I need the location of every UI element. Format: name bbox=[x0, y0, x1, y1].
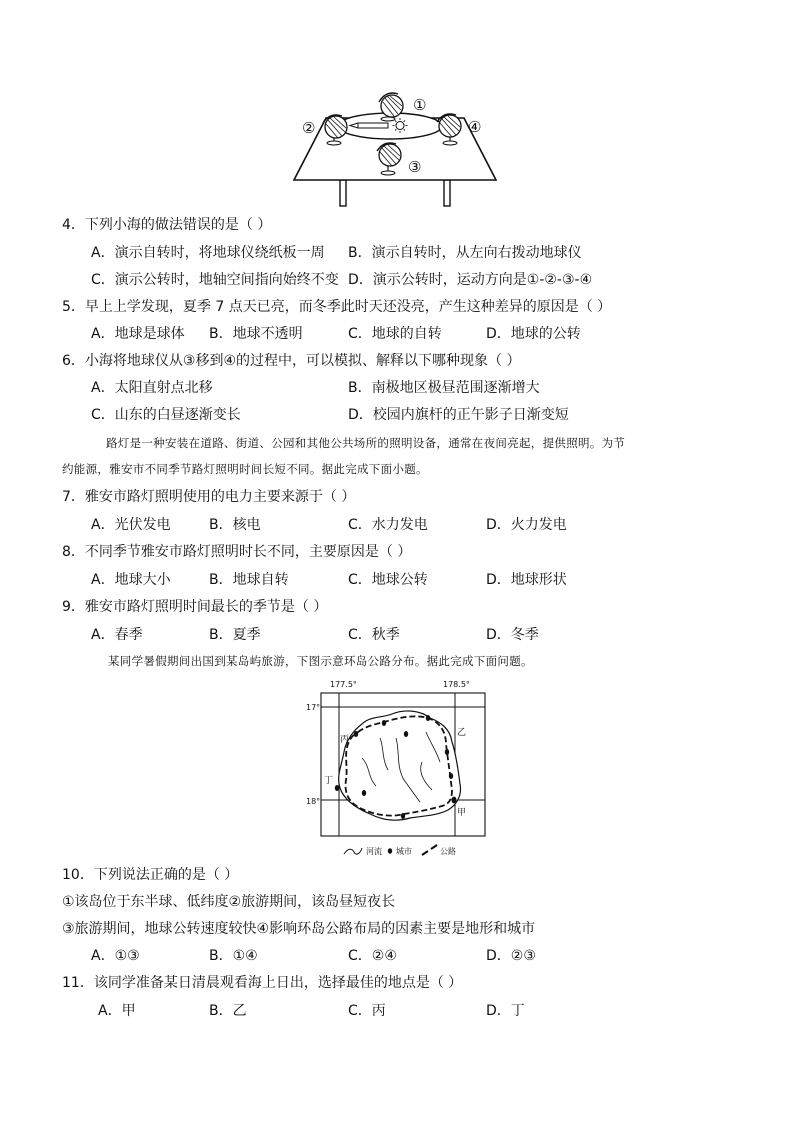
globe-experiment-figure bbox=[290, 88, 510, 210]
q8-option-c[interactable]: C．地球公转 bbox=[348, 572, 428, 588]
q5-option-c[interactable]: C．地球的自转 bbox=[348, 326, 442, 342]
place-label-jia: 甲 bbox=[457, 808, 467, 818]
question-8-stem: 8．不同季节雅安市路灯照明时长不同，主要原因是（ ） bbox=[62, 544, 412, 560]
question-11-stem: 11．该同学准备某日清晨观看海上日出，选择最佳的地点是（ ） bbox=[62, 975, 463, 991]
question-6-stem: 6．小海将地球仪从③移到④的过程中，可以模拟、解释以下哪种现象（ ） bbox=[62, 353, 521, 369]
q11-option-a[interactable]: A．甲 bbox=[98, 1003, 136, 1019]
q4-option-d[interactable]: D．演示公转时，运动方向是①-②-③-④ bbox=[348, 272, 593, 288]
q10-statement-line-1: ①该岛位于东半球、低纬度②旅游期间，该岛昼短夜长 bbox=[62, 894, 396, 910]
lon-label-177-5: 177.5° bbox=[330, 680, 357, 689]
place-label-yi: 乙 bbox=[457, 728, 467, 738]
q5-option-d[interactable]: D．地球的公转 bbox=[486, 326, 581, 342]
question-5-stem: 5．早上上学发现，夏季 7 点天已亮，而冬季此时天还没亮，产生这种差异的原因是（ ） bbox=[62, 299, 612, 315]
passage-line-1: 路灯是一种安装在道路、街道、公园和其他公共场所的照明设备，通常在夜间亮起，提供照明。为节 bbox=[106, 436, 626, 450]
road-legend-icon bbox=[422, 845, 437, 855]
q9-option-b[interactable]: B．夏季 bbox=[209, 627, 261, 643]
place-label-ding: 丁 bbox=[324, 776, 334, 786]
passage-streetlight bbox=[62, 430, 732, 482]
q9-option-d[interactable]: D．冬季 bbox=[486, 627, 539, 643]
q11-option-b[interactable]: B．乙 bbox=[209, 1003, 247, 1019]
lat-label-18: 18° bbox=[306, 797, 321, 806]
q10-option-c[interactable]: C．②④ bbox=[348, 948, 397, 964]
lon-label-178-5: 178.5° bbox=[443, 680, 470, 689]
legend-river-label: 河流 bbox=[366, 847, 382, 856]
q7-option-d[interactable]: D．火力发电 bbox=[486, 517, 567, 533]
q7-option-c[interactable]: C．水力发电 bbox=[348, 517, 428, 533]
question-9-stem: 9．雅安市路灯照明时间最长的季节是（ ） bbox=[62, 599, 328, 615]
question-7-stem: 7．雅安市路灯照明使用的电力主要来源于（ ） bbox=[62, 489, 356, 505]
q8-option-d[interactable]: D．地球形状 bbox=[486, 572, 567, 588]
marker-1: ① bbox=[413, 96, 427, 114]
q11-option-d[interactable]: D．丁 bbox=[486, 1003, 525, 1019]
q6-option-d[interactable]: D．校园内旗杆的正午影子日渐变短 bbox=[348, 407, 569, 423]
marker-2: ② bbox=[302, 119, 316, 137]
q9-option-a[interactable]: A．春季 bbox=[91, 627, 143, 643]
q5-option-b[interactable]: B．地球不透明 bbox=[209, 326, 303, 342]
place-label-bing: 丙 bbox=[340, 735, 350, 745]
q4-option-a[interactable]: A．演示自转时，将地球仪绕纸板一周 bbox=[91, 245, 325, 261]
q10-option-a[interactable]: A．①③ bbox=[91, 948, 140, 964]
q6-option-b[interactable]: B．南极地区极昼范围逐渐增大 bbox=[348, 380, 540, 396]
island-road-map bbox=[300, 676, 490, 860]
question-10-stem: 10．下列说法正确的是（ ） bbox=[62, 867, 239, 883]
passage-line-2: 约能源，雅安市不同季节路灯照明时间长短不同。据此完成下面小题。 bbox=[62, 462, 428, 476]
q7-option-a[interactable]: A．光伏发电 bbox=[91, 517, 171, 533]
lat-label-17: 17° bbox=[306, 703, 321, 712]
marker-4: ④ bbox=[468, 118, 482, 136]
q4-option-b[interactable]: B．演示自转时，从左向右拨动地球仪 bbox=[348, 245, 582, 261]
legend-city-label: 城市 bbox=[396, 847, 412, 856]
q10-statement-line-2: ③旅游期间，地球公转速度较快④影响环岛公路布局的因素主要是地形和城市 bbox=[62, 921, 536, 937]
q9-option-c[interactable]: C．秋季 bbox=[348, 627, 400, 643]
q5-option-a[interactable]: A．地球是球体 bbox=[91, 326, 185, 342]
marker-3: ③ bbox=[408, 158, 422, 176]
q6-option-c[interactable]: C．山东的白昼逐渐变长 bbox=[91, 407, 241, 423]
legend-road-label: 公路 bbox=[440, 847, 456, 856]
q10-option-d[interactable]: D．②③ bbox=[486, 948, 536, 964]
q10-option-b[interactable]: B．①④ bbox=[209, 948, 258, 964]
q8-option-b[interactable]: B．地球自转 bbox=[209, 572, 289, 588]
question-4-stem: 4．下列小海的做法错误的是（ ） bbox=[62, 217, 272, 233]
city-legend-icon bbox=[388, 848, 392, 854]
q8-option-a[interactable]: A．地球大小 bbox=[91, 572, 171, 588]
q7-option-b[interactable]: B．核电 bbox=[209, 517, 261, 533]
q6-option-a[interactable]: A．太阳直射点北移 bbox=[91, 380, 213, 396]
river-legend-icon bbox=[344, 848, 362, 854]
passage-island: 某同学暑假期间出国到某岛屿旅游，下图示意环岛公路分布。据此完成下面问题。 bbox=[108, 654, 533, 668]
q4-option-c[interactable]: C．演示公转时，地轴空间指向始终不变 bbox=[91, 272, 339, 288]
q11-option-c[interactable]: C．丙 bbox=[348, 1003, 386, 1019]
